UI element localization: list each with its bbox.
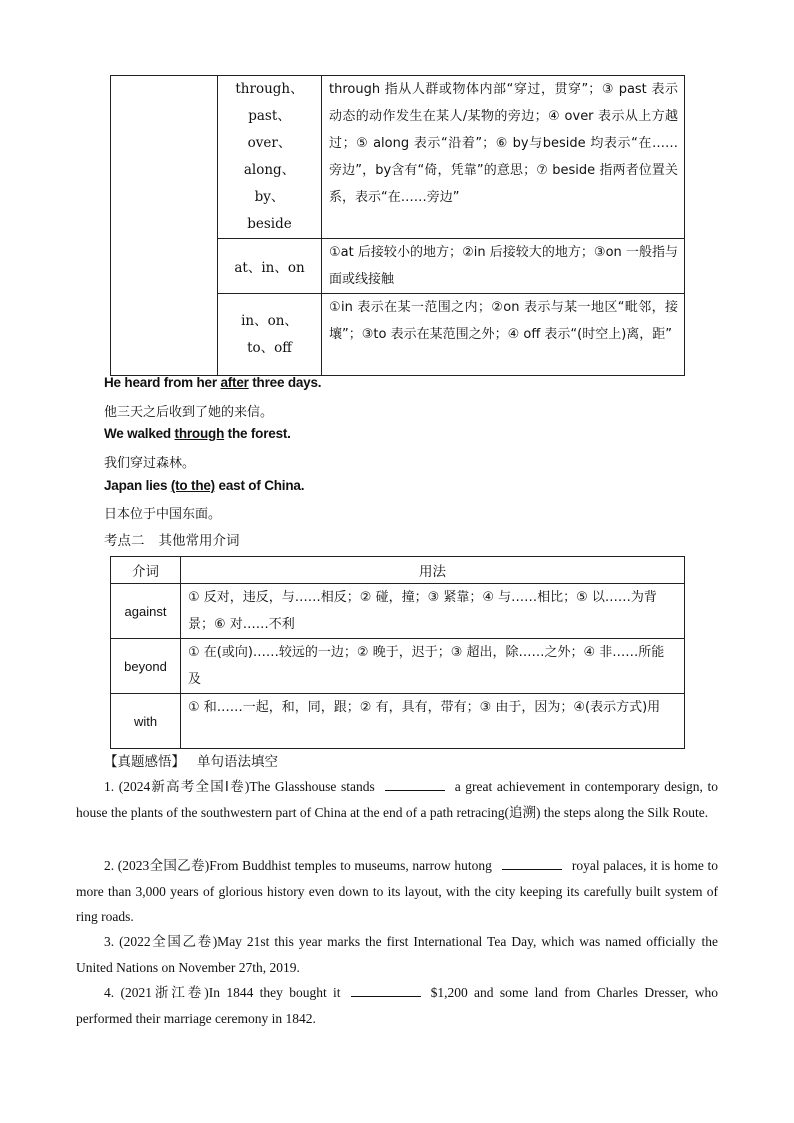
section-title: 其他常用介词 [158,533,240,549]
answer-blank[interactable] [502,857,562,870]
prep-label: past、 [248,108,291,124]
table-cell-preps [218,294,322,376]
table-row [111,694,685,749]
section-label: 考点二 [104,533,145,549]
example-sentence-en: Japan lies (to the) east of China. [104,478,305,493]
table-cell-prep: against [111,584,181,639]
prep-label: by、 [254,189,285,205]
table-header-row [111,557,685,584]
table-cell-preps [218,239,322,294]
practice-heading [104,750,278,770]
preposition-table-2 [110,556,685,749]
table-cell-prep: beyond [111,639,181,694]
practice-title: 单句语法填空 [197,754,278,770]
example-sentence-zh: 他三天之后收到了她的来信。 [104,405,274,420]
table-cell-usage: ①in 表示在某一范围之内；②on 表示与某一地区“毗邻，接壤”；③to 表示在某范围之外；④ off 表示“(时空上)离，距” [322,294,685,376]
table-header-cell: 介词 [111,557,181,584]
table-cell-usage: ①at 后接较小的地方；②in 后接较大的地方；③on 一般指与面或线接触 [322,239,685,294]
table-cell-usage: ① 和……一起，和，同，跟；② 有，具有，带有；③ 由于，因为；④(表示方式)用 [181,694,685,749]
section-heading [104,529,254,549]
table-row [111,76,685,239]
question-item: 4. (2021浙江卷)In 1844 they bought it $1,200 and some land from Charles Dresser, who performed their marriage ceremony in 1842. [76,985,719,1026]
practice-bracket-label: 【真题感悟】 [104,754,185,770]
prep-label: along、 [243,162,296,178]
table-row [111,639,685,694]
table-header-cell: 用法 [181,557,685,584]
example-sentence-en: He heard from her after three days. [104,375,322,390]
prep-label: over、 [247,135,292,151]
example-sentence-zh: 我们穿过森林。 [104,456,196,471]
answer-blank[interactable] [351,984,421,997]
question-item: 3. (2022全国乙卷)May 21st this year marks the first International Tea Day, which was named officially the United Nations on November 27th, 2019. [76,934,718,975]
example-sentence-en: We walked through the forest. [104,426,291,441]
prep-label: through、 [235,81,304,97]
prep-label: in、on、 [241,312,298,329]
table-cell-usage: ① 反对，违反，与……相反；② 碰，撞；③ 紧靠；④ 与……相比；⑤ 以……为背景；⑥ 对……不利 [181,584,685,639]
preposition-table-1 [110,75,685,376]
question-item: 2. (2023全国乙卷)From Buddhist temples to museums, narrow hutong royal palaces, it is home to more than 3,000 years of glorious history even down to its layout, with the city keeping its carefully built system of ring roads. [76,858,719,924]
table-cell-empty [111,76,218,376]
table-cell-preps [218,76,322,239]
prep-label: at、in、on [234,260,305,276]
table-row [111,584,685,639]
table-cell-usage: ① 在(或向)……较远的一边；② 晚于，迟于；③ 超出，除……之外；④ 非……所能及 [181,639,685,694]
answer-blank[interactable] [385,778,445,791]
example-sentence-zh: 日本位于中国东面。 [104,507,222,522]
question-item: 1. (2024新高考全国Ⅰ卷)The Glasshouse stands a great achievement in contemporary design, to house the plants of the southwestern part of China at the end of a path retracing(追溯) the steps along the Silk Route. [76,779,718,820]
table-cell-prep: with [111,694,181,749]
prep-label: beside [247,216,292,232]
prep-label: to、off [247,339,292,356]
table-cell-usage: through 指从人群或物体内部“穿过，贯穿”；③ past 表示动态的动作发生在某人/某物的旁边；④ over 表示从上方越过；⑤ along 表示“沿着”；⑥ by与beside 均表示“在……旁边”，by含有“倚，凭靠”的意思；⑦ beside 指两者位置关系，表示“在……旁边” [322,76,685,239]
